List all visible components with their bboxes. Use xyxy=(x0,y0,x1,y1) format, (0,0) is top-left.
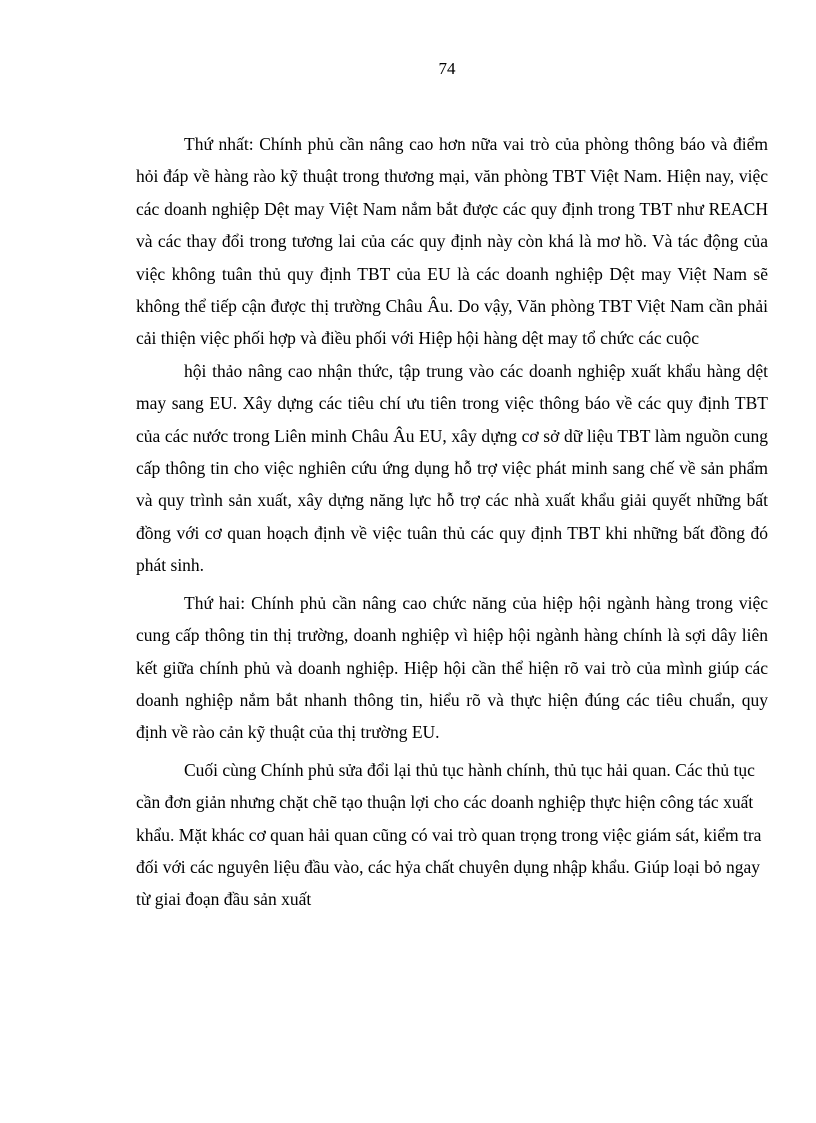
paragraph-second-point: Thứ hai: Chính phủ cần nâng cao chức năng của hiệp hội ngành hàng trong việc cung cấp thông tin thị trường, doanh nghiệp vì hiệp hội ngành hàng chính là sợi dây liên kết giữa chính phủ và doanh nghiệp. Hiệp hội cần thể hiện rõ vai trò của mình giúp các doanh nghiệp nắm bắt nhanh thông tin, hiểu rõ và thực hiện đúng các tiêu chuẩn, quy định về rào cản kỹ thuật của thị trường EU. xyxy=(136,592,768,743)
paragraph-first-point: Thứ nhất: Chính phủ cần nâng cao hơn nữa vai trò của phòng thông báo và điểm hỏi đáp về hàng rào kỹ thuật trong thương mại, văn phòng TBT Việt Nam. Hiện nay, việc các doanh nghiệp Dệt may Việt Nam nắm bắt được các quy định trong TBT như REACH và các thay đổi trong tương lai của các quy định này còn khá là mơ hồ. Và tác động của việc không tuân thủ quy định TBT của EU là các doanh nghiệp Dệt may Việt Nam sẽ không thể tiếp cận được thị trường Châu Âu. Do vậy, Văn phòng TBT Việt Nam cần phải cải thiện việc phối hợp và điều phối với Hiệp hội hàng dệt may tổ chức các cuộc xyxy=(136,134,768,349)
paragraph-first-point-continued: hội thảo nâng cao nhận thức, tập trung vào các doanh nghiệp xuất khẩu hàng dệt may sang EU. Xây dựng các tiêu chí ưu tiên trong việc thông báo về các quy định TBT của các nước trong Liên minh Châu Âu EU, xây dựng cơ sở dữ liệu TBT làm nguồn cung cấp thông tin cho việc nghiên cứu ứng dụng hỗ trợ việc phát minh sang chế về sản phẩm và quy trình sản xuất, xây dựng năng lực hỗ trợ các nhà xuất khẩu giải quyết những bất đồng với cơ quan hoạch định về việc tuân thủ các quy định TBT khi những bất đồng đó phát sinh. xyxy=(136,360,768,576)
page-number: 74 xyxy=(438,59,456,78)
body-text xyxy=(136,128,768,916)
paragraph-final-point: Cuối cùng Chính phủ sửa đổi lại thủ tục hành chính, thủ tục hải quan. Các thủ tục cần đơn giản nhưng chặt chẽ tạo thuận lợi cho các doanh nghiệp thực hiện công tác xuất khẩu. Mặt khác cơ quan hải quan cũng có vai trò quan trọng trong việc giám sát, kiểm tra đối với các nguyên liệu đầu vào, các hỷa chất chuyên dụng nhập khẩu. Giúp loại bỏ ngay từ giai đoạn đầu sản xuất xyxy=(136,759,762,910)
